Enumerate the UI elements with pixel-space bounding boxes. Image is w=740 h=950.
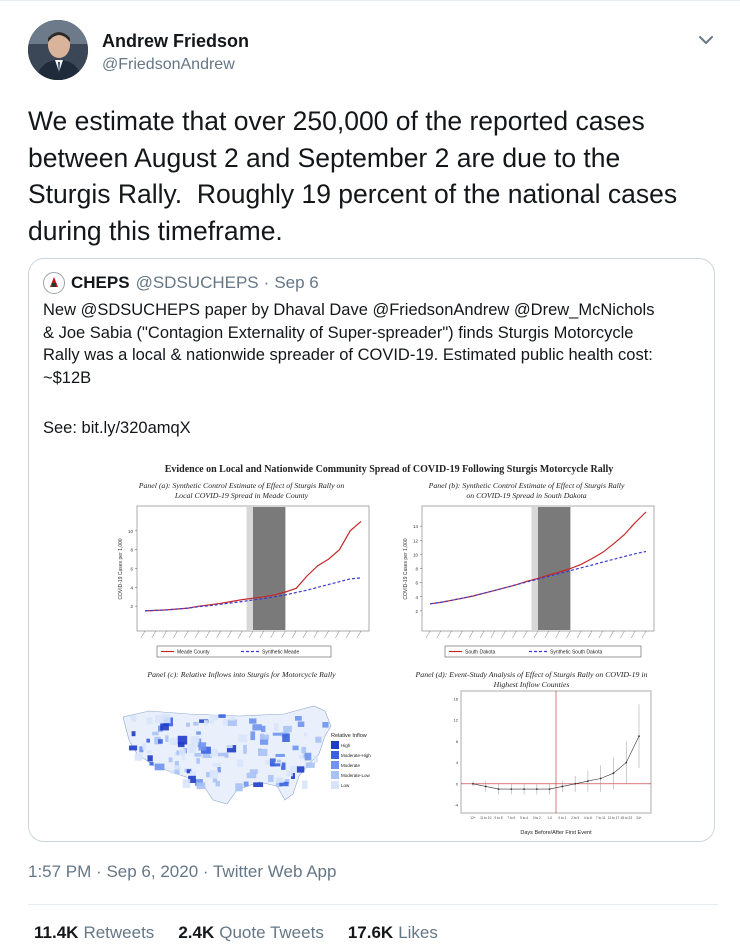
tweet-stats	[34, 923, 462, 943]
map-legend-swatch-4	[331, 781, 339, 789]
map-county-cell	[148, 755, 153, 761]
figure-title: Evidence on Local and Nationwide Community Spread of COVID-19 Following Sturgis Motorcycle Rally	[164, 464, 614, 475]
map-county-cell	[170, 770, 174, 774]
tweet-date[interactable]: Sep 6, 2020	[106, 862, 199, 881]
pa-xtick-5	[195, 631, 199, 638]
pb-xtick-0	[426, 631, 430, 638]
map-legend-swatch-0	[331, 741, 339, 749]
map-county-cell	[182, 755, 185, 759]
pb-xtick-17	[610, 631, 614, 638]
pd-xtick-label-11: 12 to 17	[607, 816, 620, 820]
panel-b-caption: Panel (b): Synthetic Control Estimate of Effect of Sturgis Rally on COVID-19 Spread in South Dakota	[428, 481, 625, 500]
map-county-cell	[218, 753, 227, 757]
map-county-cell	[306, 762, 315, 768]
author-name[interactable]: Andrew Friedson	[102, 31, 250, 51]
panel-a-caption: Panel (a): Synthetic Control Estimate of Effect of Sturgis Rally on Local COVID-19 Spread in Meade County	[138, 481, 345, 500]
quoted-author-name[interactable]: CHEPS	[71, 273, 130, 292]
pd-ytick-label-1: 0	[455, 781, 458, 787]
pa-xtick-20	[357, 631, 361, 638]
panel-d-caption: Panel (d): Event-Study Analysis of Effect of Sturgis Rally on COVID-19 in Highest Inflow Counties	[415, 670, 648, 689]
map-county-cell	[210, 749, 218, 757]
map-county-cell	[217, 767, 221, 772]
map-county-cell	[155, 715, 163, 723]
map-county-cell	[196, 758, 200, 764]
pd-xtick-label-10: 7 to 11	[595, 816, 606, 820]
map-county-cell	[244, 782, 249, 787]
panel-b-legend-synthetic: Synthetic South Dakota	[550, 649, 603, 656]
panel-a-chart	[118, 506, 369, 657]
pa-pre-rally-band	[247, 507, 253, 630]
pb-xtick-9	[523, 631, 527, 638]
pb-xtick-2	[448, 631, 452, 638]
map-county-cell	[149, 762, 153, 765]
retweets-count: 11.4K	[34, 923, 79, 942]
map-county-cell	[132, 716, 137, 722]
pd-xtick-label-4: 5 to 4	[520, 816, 529, 820]
map-county-cell	[273, 733, 283, 736]
pb-xtick-14	[577, 631, 581, 638]
map-county-cell	[302, 780, 308, 789]
pa-xtick-8	[227, 631, 231, 638]
pa-xtick-12	[271, 631, 275, 638]
map-county-cell	[218, 714, 225, 718]
map-county-cell	[178, 736, 188, 745]
map-county-cell	[135, 754, 143, 761]
pa-xtick-13	[281, 631, 285, 638]
divider	[28, 904, 718, 905]
pd-xtick-label-8: 2 to 3	[571, 816, 580, 820]
map-county-cell	[147, 717, 153, 724]
map-county-cell	[169, 757, 173, 762]
chevron-down-icon[interactable]	[694, 28, 718, 52]
map-county-cell	[301, 747, 306, 754]
map-county-cell	[174, 765, 180, 769]
likes-stat[interactable]	[348, 923, 438, 943]
pb-xtick-3	[458, 631, 462, 638]
pd-xtick-label-12: 18 to 23	[620, 816, 632, 820]
map-county-cell	[276, 754, 285, 757]
pa-xtick-10	[249, 631, 253, 638]
map-county-cell	[243, 745, 247, 754]
pb-xtick-4	[469, 631, 473, 638]
pa-xtick-11	[260, 631, 264, 638]
pa-xtick-0	[141, 631, 145, 638]
pb-ytick-label-0: 2	[415, 608, 418, 614]
retweets-stat[interactable]	[34, 923, 154, 943]
quote-tweets-label: Quote Tweets	[219, 923, 324, 942]
pa-xtick-19	[346, 631, 350, 638]
pb-xtick-7	[502, 631, 506, 638]
map-county-cell	[315, 737, 321, 743]
pd-xtick-label-5: 3 to 2	[532, 816, 541, 820]
panel-a-legend-treated: Meade County	[177, 649, 210, 656]
map-county-cell	[129, 746, 137, 751]
likes-label: Likes	[398, 923, 438, 942]
map-legend-swatch-3	[331, 771, 339, 779]
map-county-cell	[213, 763, 221, 767]
map-county-cell	[160, 723, 169, 730]
figure-canvas	[109, 464, 669, 839]
pd-ytick-label-4: 12	[453, 717, 458, 723]
pd-xtick-label-0: 12+	[470, 816, 476, 820]
map-county-cell	[283, 726, 292, 732]
map-county-cell	[158, 739, 163, 744]
pb-xtick-10	[534, 631, 538, 638]
pa-xtick-3	[173, 631, 177, 638]
map-county-cell	[250, 731, 255, 740]
map-county-cell	[295, 716, 302, 721]
map-county-cell	[170, 738, 178, 744]
quoted-link-line[interactable]: See: bit.ly/320amqX	[43, 419, 191, 437]
map-legend-label-2: Moderate	[341, 763, 361, 768]
panel-c-map	[123, 706, 371, 804]
map-county-cell	[210, 715, 218, 721]
pd-ytick-label-2: 4	[455, 760, 458, 766]
author-handle[interactable]: @FriedsonAndrew	[102, 56, 235, 73]
map-county-cell	[196, 731, 201, 734]
quoted-tweet[interactable]	[28, 258, 715, 842]
pa-xtick-1	[152, 631, 156, 638]
quote-tweets-count: 2.4K	[178, 923, 215, 942]
quoted-figure[interactable]	[109, 464, 669, 839]
quoted-author-handle[interactable]: @SDSUCHEPS	[135, 273, 259, 292]
panel-b-ylabel: COVID-19 Cases per 1,000	[403, 538, 409, 600]
map-county-cell	[247, 773, 257, 778]
pb-ytick-label-6: 14	[412, 524, 418, 530]
map-county-cell	[223, 719, 227, 726]
pb-xtick-1	[437, 631, 441, 638]
pa-xtick-6	[206, 631, 210, 638]
pa-xtick-4	[184, 631, 188, 638]
tweet-source[interactable]: Twitter Web App	[212, 862, 337, 881]
pa-xtick-17	[325, 631, 329, 638]
map-county-cell	[249, 718, 256, 723]
pb-xtick-11	[545, 631, 549, 638]
pb-ytick-label-1: 4	[415, 594, 418, 600]
map-county-cell	[260, 739, 268, 745]
map-county-cell	[268, 775, 274, 782]
pb-ytick-label-4: 10	[412, 552, 418, 558]
quote-tweets-stat[interactable]	[178, 923, 324, 943]
map-county-cell	[199, 742, 207, 750]
map-county-cell	[132, 731, 136, 736]
pb-ytick-label-2: 6	[415, 580, 418, 586]
pb-xtick-19	[631, 631, 635, 638]
map-county-cell	[142, 743, 146, 750]
pb-rally-window	[538, 507, 570, 630]
pb-xtick-6	[491, 631, 495, 638]
map-county-cell	[252, 724, 261, 730]
pa-xtick-7	[217, 631, 221, 638]
map-county-cell	[229, 717, 235, 721]
likes-count: 17.6K	[347, 923, 394, 942]
map-county-cell	[322, 722, 328, 728]
quoted-separator: ·	[263, 273, 270, 292]
map-county-cell	[155, 764, 165, 771]
pa-xtick-16	[314, 631, 318, 638]
top-border	[0, 0, 740, 1]
pa-xtick-9	[238, 631, 242, 638]
map-county-cell	[194, 753, 201, 757]
map-county-cell	[193, 722, 198, 726]
pa-ytick-label-3: 8	[130, 547, 133, 553]
pd-xtick-label-7: 0 to 1	[558, 816, 567, 820]
map-county-cell	[274, 723, 279, 731]
pd-ytick-label-5: 16	[453, 696, 458, 702]
map-county-cell	[146, 739, 150, 743]
panel-c-caption: Panel (c): Relative Inflows into Sturgis for Motorcycle Rally	[147, 670, 336, 679]
pa-xtick-15	[303, 631, 307, 638]
map-county-cell	[293, 746, 299, 751]
map-legend-label-4: Low	[341, 783, 350, 788]
map-county-cell	[152, 732, 158, 736]
map-county-cell	[189, 744, 197, 753]
panel-a-ylabel: COVID-19 Cases per 1,000	[118, 538, 124, 600]
map-county-cell	[298, 722, 305, 728]
map-county-cell	[165, 735, 168, 742]
map-county-cell	[276, 777, 284, 782]
avatar[interactable]	[28, 20, 88, 80]
pa-ytick-label-2: 6	[130, 566, 133, 572]
pa-xtick-2	[163, 631, 167, 638]
map-county-cell	[305, 753, 312, 761]
map-county-cell	[287, 770, 293, 776]
pd-ytick-label-3: 8	[455, 738, 458, 744]
pd-xtick-label-2: 9 to 8	[494, 816, 503, 820]
panel-d-chart	[454, 691, 651, 836]
tweet-header	[28, 20, 718, 84]
panel-a-legend-synthetic: Synthetic Meade	[262, 649, 300, 656]
pb-pre-rally-band	[532, 507, 538, 630]
tweet-time[interactable]: 1:57 PM	[28, 862, 92, 881]
panel-d-xlabel: Days Before/After First Event	[520, 830, 592, 836]
map-county-cell	[304, 733, 307, 737]
map-county-cell	[239, 735, 248, 743]
quoted-tweet-header	[43, 271, 319, 295]
quoted-date[interactable]: Sep 6	[274, 273, 319, 292]
map-county-cell	[258, 748, 262, 751]
pa-xtick-14	[292, 631, 296, 638]
map-legend-swatch-2	[331, 761, 339, 769]
map-county-cell	[183, 779, 191, 788]
meta-separator: ·	[96, 862, 102, 881]
map-county-cell	[253, 782, 263, 787]
pb-xtick-12	[556, 631, 560, 638]
pb-xtick-5	[480, 631, 484, 638]
pb-xtick-16	[599, 631, 603, 638]
pa-ytick-label-4: 10	[127, 528, 133, 534]
map-county-cell	[147, 750, 152, 753]
pa-ytick-label-1: 4	[130, 585, 133, 591]
map-legend-label-1: Moderate-High	[341, 753, 371, 758]
pd-ytick-label-0: -4	[454, 802, 458, 808]
map-county-cell	[226, 745, 233, 748]
map-county-cell	[314, 756, 318, 763]
pa-rally-window	[253, 507, 285, 630]
pb-xtick-20	[642, 631, 646, 638]
panel-b-chart	[403, 506, 654, 657]
map-county-cell	[297, 766, 305, 772]
tweet-meta	[28, 862, 336, 882]
quoted-text: New @SDSUCHEPS paper by Dhaval Dave @FriedsonAndrew @Drew_McNichols & Joe Sabia ("Contagion Externality of Super-spreader") finds Sturgis Motorcycle Rally was a local & nationwide spreader of COVID-19. Estimated public health cost: ~$12B	[43, 301, 655, 387]
map-county-cell	[237, 760, 243, 768]
pd-xtick-label-3: 7 to 6	[507, 816, 516, 820]
map-county-cell	[270, 763, 280, 766]
pb-xtick-15	[588, 631, 592, 638]
panel-b-legend-treated: South Dakota	[465, 649, 496, 656]
map-county-cell	[191, 736, 200, 745]
map-county-cell	[179, 749, 186, 755]
pd-xtick-label-6: 1-0	[547, 816, 552, 820]
map-county-cell	[282, 734, 290, 743]
pa-xtick-18	[335, 631, 339, 638]
map-county-cell	[210, 770, 218, 778]
pb-ytick-label-3: 8	[415, 566, 418, 572]
map-county-cell	[197, 782, 206, 789]
pb-ytick-label-5: 12	[412, 538, 418, 544]
map-legend-title: Relative Inflow	[331, 733, 367, 739]
map-legend-label-0: High	[341, 743, 351, 748]
map-county-cell	[260, 735, 269, 740]
pd-xtick-label-13: 24+	[636, 816, 642, 820]
cheps-logo-icon	[43, 272, 65, 294]
map-legend-swatch-1	[331, 751, 339, 759]
pb-xtick-18	[620, 631, 624, 638]
tweet-text: We estimate that over 250,000 of the reported cases between August 2 and September 2 are due to the Sturgis Rally. Roughly 19 percent of the national cases during this timeframe.	[28, 106, 678, 246]
pd-xtick-label-1: 11 to 10	[480, 816, 492, 820]
pd-xtick-label-9: 4 to 6	[583, 816, 592, 820]
map-legend-label-3: Moderate-Low	[341, 773, 370, 778]
map-county-cell	[204, 720, 208, 725]
pa-ytick-label-0: 2	[130, 604, 133, 610]
pb-xtick-8	[512, 631, 516, 638]
map-county-cell	[213, 778, 217, 782]
map-county-cell	[186, 723, 190, 727]
map-county-cell	[235, 783, 242, 791]
pb-xtick-13	[566, 631, 570, 638]
retweets-label: Retweets	[83, 923, 155, 942]
meta-separator-2: ·	[202, 862, 209, 881]
map-county-cell	[209, 720, 214, 724]
